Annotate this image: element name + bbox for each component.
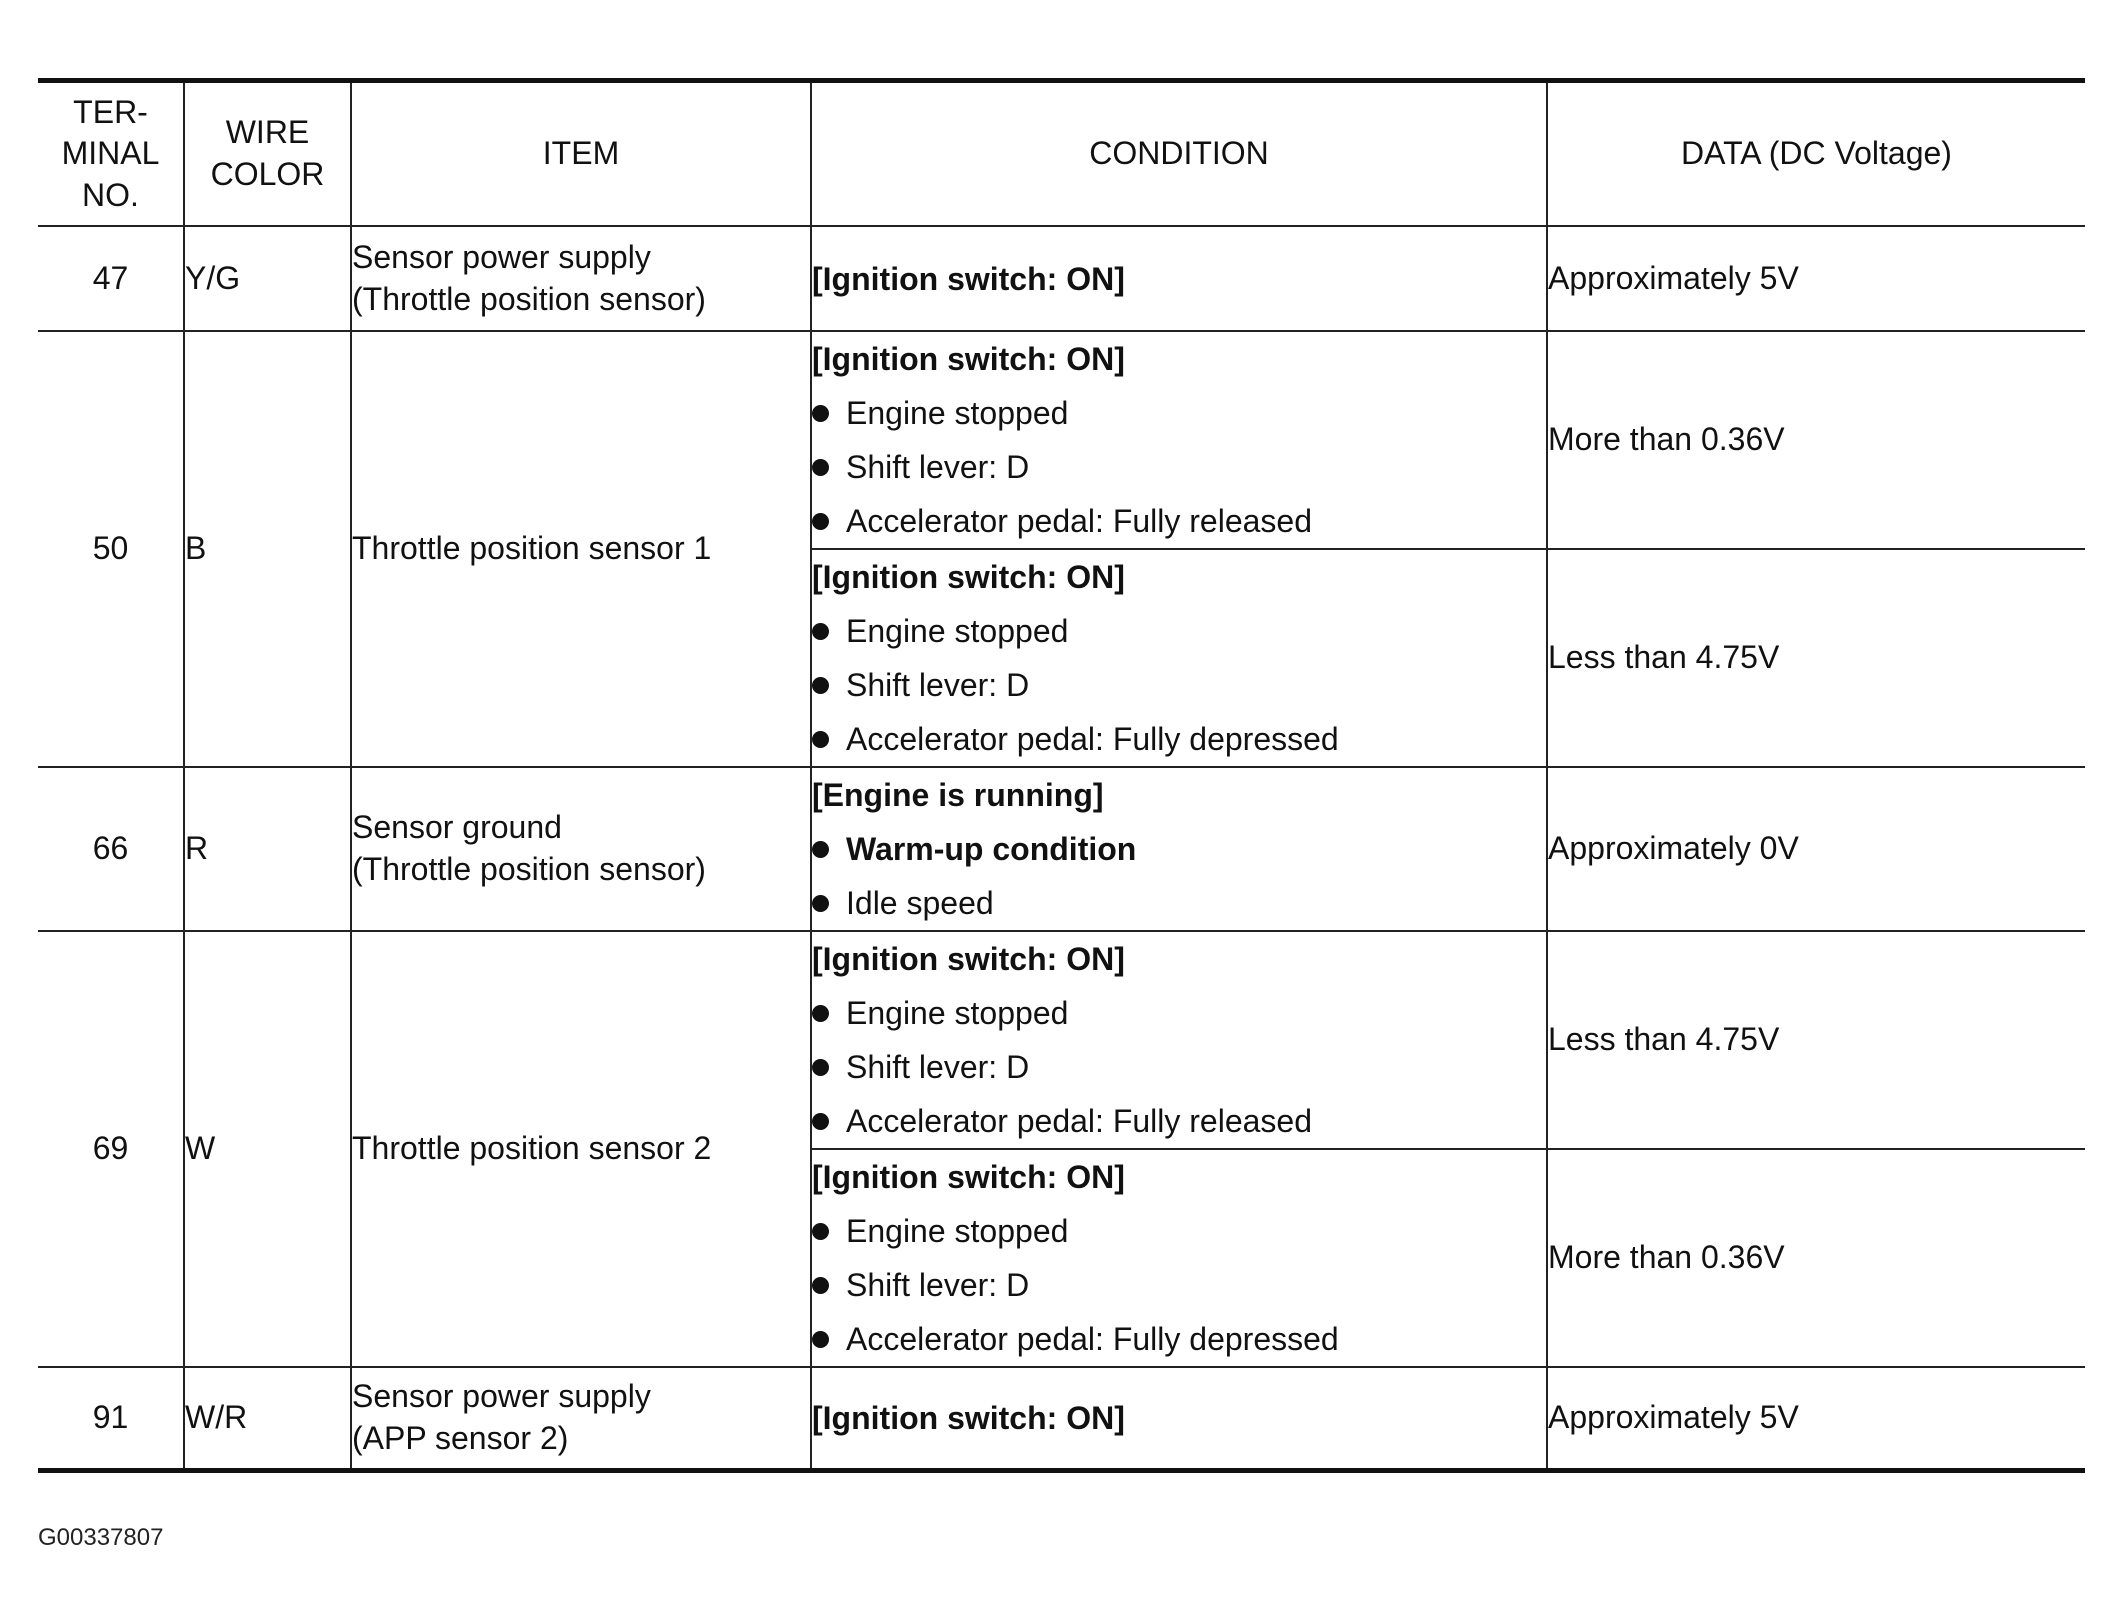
- condition-text: Accelerator pedal: Fully depressed: [846, 1321, 1339, 1357]
- condition-heading: [Ignition switch: ON]: [812, 559, 1125, 595]
- list-item: [812, 1258, 1546, 1312]
- bullet-icon: [812, 1113, 829, 1130]
- table-header-row: [38, 81, 2085, 227]
- item-line: (APP sensor 2): [352, 1420, 569, 1456]
- bullet-icon: [812, 1005, 829, 1022]
- bullet-icon: [812, 1331, 829, 1348]
- list-item: [812, 494, 1546, 548]
- bullet-icon: [812, 731, 829, 748]
- list-item: [812, 822, 1546, 876]
- bullet-icon: [812, 623, 829, 640]
- bullet-icon: [812, 677, 829, 694]
- terminal-data-table-container: [38, 78, 2085, 1473]
- condition-list: [812, 822, 1546, 930]
- condition-heading: [Ignition switch: ON]: [812, 341, 1125, 377]
- condition-list: [812, 986, 1546, 1148]
- table-row: [38, 226, 2085, 331]
- data-cell: Less than 4.75V: [1547, 931, 2085, 1149]
- condition-cell: [811, 331, 1547, 549]
- terminal-no-cell: 69: [38, 931, 184, 1367]
- list-item: [812, 604, 1546, 658]
- bullet-icon: [812, 405, 829, 422]
- condition-list: [812, 386, 1546, 548]
- condition-heading: [Ignition switch: ON]: [812, 941, 1125, 977]
- condition-text: Accelerator pedal: Fully released: [846, 1103, 1313, 1139]
- data-cell: Approximately 0V: [1547, 767, 2085, 931]
- list-item: [812, 1040, 1546, 1094]
- bullet-icon: [812, 841, 829, 858]
- condition-text: Shift lever: D: [846, 1267, 1030, 1303]
- list-item: [812, 876, 1546, 930]
- condition-list: [812, 1204, 1546, 1366]
- condition-heading: [Engine is running]: [812, 777, 1104, 813]
- bullet-icon: [812, 1059, 829, 1076]
- header-data: DATA (DC Voltage): [1547, 81, 2085, 227]
- condition-heading: [Ignition switch: ON]: [812, 260, 1125, 297]
- condition-cell: [811, 1149, 1547, 1367]
- item-line: (Throttle position sensor): [352, 280, 706, 317]
- item-line: Throttle position sensor 2: [352, 1130, 712, 1167]
- wire-color-cell: W: [184, 931, 351, 1367]
- condition-cell: [811, 767, 1547, 931]
- item-line: Sensor power supply: [352, 238, 651, 275]
- condition-list: [812, 604, 1546, 766]
- item-cell: [351, 1367, 811, 1471]
- condition-cell: [811, 226, 1547, 331]
- list-item: [812, 712, 1546, 766]
- wire-color-cell: Y/G: [184, 226, 351, 331]
- item-line: Sensor power supply: [352, 1378, 651, 1415]
- item-line: (Throttle position sensor): [352, 851, 706, 887]
- bullet-icon: [812, 895, 829, 912]
- header-item: ITEM: [351, 81, 811, 227]
- list-item: [812, 386, 1546, 440]
- header-terminal-no: TER- MINAL NO.: [38, 81, 184, 227]
- wire-color-cell: B: [184, 331, 351, 767]
- condition-text: Shift lever: D: [846, 1049, 1030, 1085]
- item-cell: [351, 226, 811, 331]
- condition-cell: [811, 1367, 1547, 1471]
- data-cell: Approximately 5V: [1547, 226, 2085, 331]
- data-cell: More than 0.36V: [1547, 331, 2085, 549]
- header-wire-color: WIRE COLOR: [184, 81, 351, 227]
- condition-text: Accelerator pedal: Fully released: [846, 503, 1313, 539]
- wire-color-cell: R: [184, 767, 351, 931]
- condition-text: Shift lever: D: [846, 449, 1030, 485]
- item-line: Sensor ground: [352, 809, 562, 846]
- condition-text: Shift lever: D: [846, 667, 1030, 703]
- table-row: [38, 931, 2085, 1149]
- condition-heading: [Ignition switch: ON]: [812, 1400, 1125, 1436]
- condition-text: Engine stopped: [846, 1213, 1069, 1249]
- condition-cell: [811, 549, 1547, 767]
- condition-cell: [811, 931, 1547, 1149]
- list-item: [812, 658, 1546, 712]
- data-cell: Less than 4.75V: [1547, 549, 2085, 767]
- item-cell: [351, 931, 811, 1367]
- list-item: [812, 1204, 1546, 1258]
- condition-text: Engine stopped: [846, 613, 1069, 649]
- table-row: [38, 331, 2085, 549]
- condition-heading: [Ignition switch: ON]: [812, 1159, 1125, 1195]
- terminal-no-cell: 47: [38, 226, 184, 331]
- bullet-icon: [812, 513, 829, 530]
- item-line: Throttle position sensor 1: [352, 530, 712, 567]
- wire-color-cell: W/R: [184, 1367, 351, 1471]
- bullet-icon: [812, 1277, 829, 1294]
- condition-text: Idle speed: [846, 885, 994, 921]
- item-cell: [351, 767, 811, 931]
- list-item: [812, 986, 1546, 1040]
- figure-code: G00337807: [38, 1524, 164, 1551]
- condition-text: Engine stopped: [846, 395, 1069, 431]
- table-row: [38, 1367, 2085, 1471]
- bullet-icon: [812, 1223, 829, 1240]
- item-cell: [351, 331, 811, 767]
- terminal-no-cell: 66: [38, 767, 184, 931]
- table-row: [38, 767, 2085, 931]
- list-item: [812, 1312, 1546, 1366]
- list-item: [812, 440, 1546, 494]
- terminal-data-table: [38, 78, 2085, 1473]
- data-cell: More than 0.36V: [1547, 1149, 2085, 1367]
- condition-text: Warm-up condition: [846, 831, 1137, 867]
- list-item: [812, 1094, 1546, 1148]
- data-cell: Approximately 5V: [1547, 1367, 2085, 1471]
- header-condition: CONDITION: [811, 81, 1547, 227]
- terminal-no-cell: 50: [38, 331, 184, 767]
- bullet-icon: [812, 459, 829, 476]
- condition-text: Engine stopped: [846, 995, 1069, 1031]
- condition-text: Accelerator pedal: Fully depressed: [846, 721, 1339, 757]
- terminal-no-cell: 91: [38, 1367, 184, 1471]
